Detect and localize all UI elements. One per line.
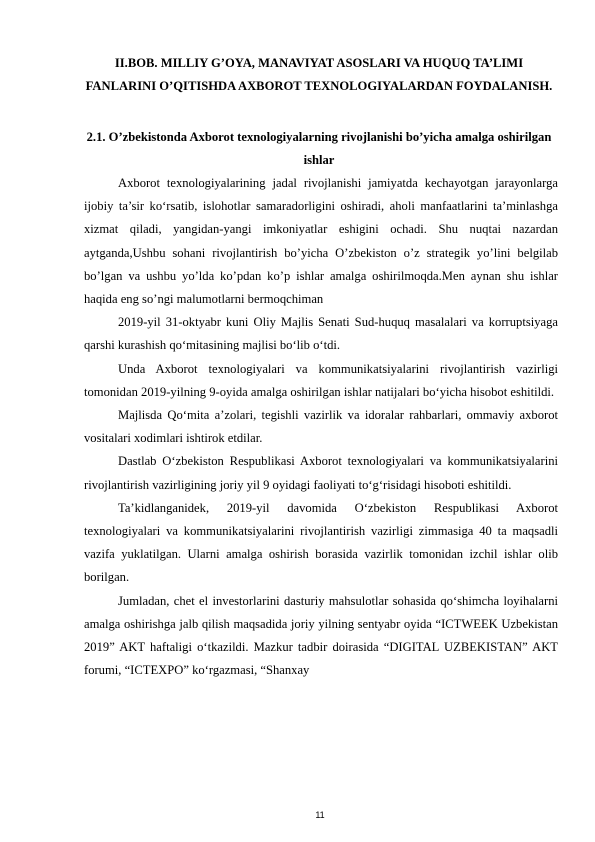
chapter-title: II.BOB. MILLIY G’OYA, MANAVIYAT ASOSLARI VA HUQUQ TA’LIMI FANLARINI O’QITISHDA AXBOROT TEXNOLOGIYALARDAN FOYDALANISH.: [85, 56, 553, 94]
paragraph: Dastlab O‘zbekiston Respublikasi Axborot texnologiyalari va kommunikatsiyalarini rivojlantirish vazirligining joriy yil 9 oyidagi faoliyati to‘g‘risidagi hisoboti eshitildi.: [84, 454, 558, 492]
paragraph: 2019-yil 31-oktyabr kuni Oliy Majlis Senati Sud-huquq masalalari va korruptsiyaga qarshi kurashish qo‘mitasining majlisi bo‘lib o‘tdi.: [84, 315, 558, 353]
page-number: 11: [315, 810, 325, 820]
paragraph: Ta’kidlanganidek, 2019-yil davomida O‘zbekiston Respublikasi Axborot texnologiyalari va kommunikatsiyalarini rivojlantirish vazirligi zimmasiga 40 ta maqsadli vazifa yuklatilgan. Ularni amalga oshirish borasida vazirlik tomonidan izchil ishlar olib borilgan.: [84, 500, 558, 585]
paragraph: Unda Axborot texnologiyalari va kommunikatsiyalarini rivojlantirish vazirligi tomonidan 2019-yilning 9-oyida amalga oshirilgan ishlar natijalari bo‘yicha hisobot eshitildi.: [84, 361, 558, 399]
section-title: 2.1. O’zbekistonda Axborot texnologiyalarning rivojlanishi bo’yicha amalga oshirilgan ishlar: [86, 130, 552, 168]
body-text: [84, 172, 558, 682]
paragraph: Majlisda Qo‘mita a’zolari, tegishli vazirlik va idoralar rahbarlari, ommaviy axborot vositalari xodimlari ishtirok etdilar.: [84, 408, 558, 446]
paragraph: Jumladan, chet el investorlarini dasturiy mahsulotlar sohasida qo‘shimcha loyihalarni amalga oshirishga jalb qilish maqsadida joriy yilning sentyabr oyida “ICTWEEK Uzbekistan 2019” AKT haftaligi o‘tkazildi. Mazkur tadbir doirasida “DIGITAL UZBEKISTAN” AKT forumi, “ICTEXPO” ko‘rgazmasi, “Shanxay: [84, 593, 558, 678]
paragraph: Axborot texnologiyalarining jadal rivojlanishi jamiyatda kechayotgan jarayonlarga ijobiy ta’sir ko‘rsatib, islohotlar samaradorligini oshiradi, aholi manfaatlarini ta’minlashga xizmat qiladi, yangidan-yangi imkoniyatlar eshigini ochadi. Shu nuqtai nazardan aytganda,Ushbu sohani rivojlantirish bo’yicha O’zbekiston o’z strategik yo’lini belgilab bo’lgan va ushbu yo’lda ko’pdan ko’p ishlar amalga oshirilmoqda.Men aynan shu ishlar haqida eng so’ngi malumotlarni bermoqchiman: [84, 176, 558, 307]
